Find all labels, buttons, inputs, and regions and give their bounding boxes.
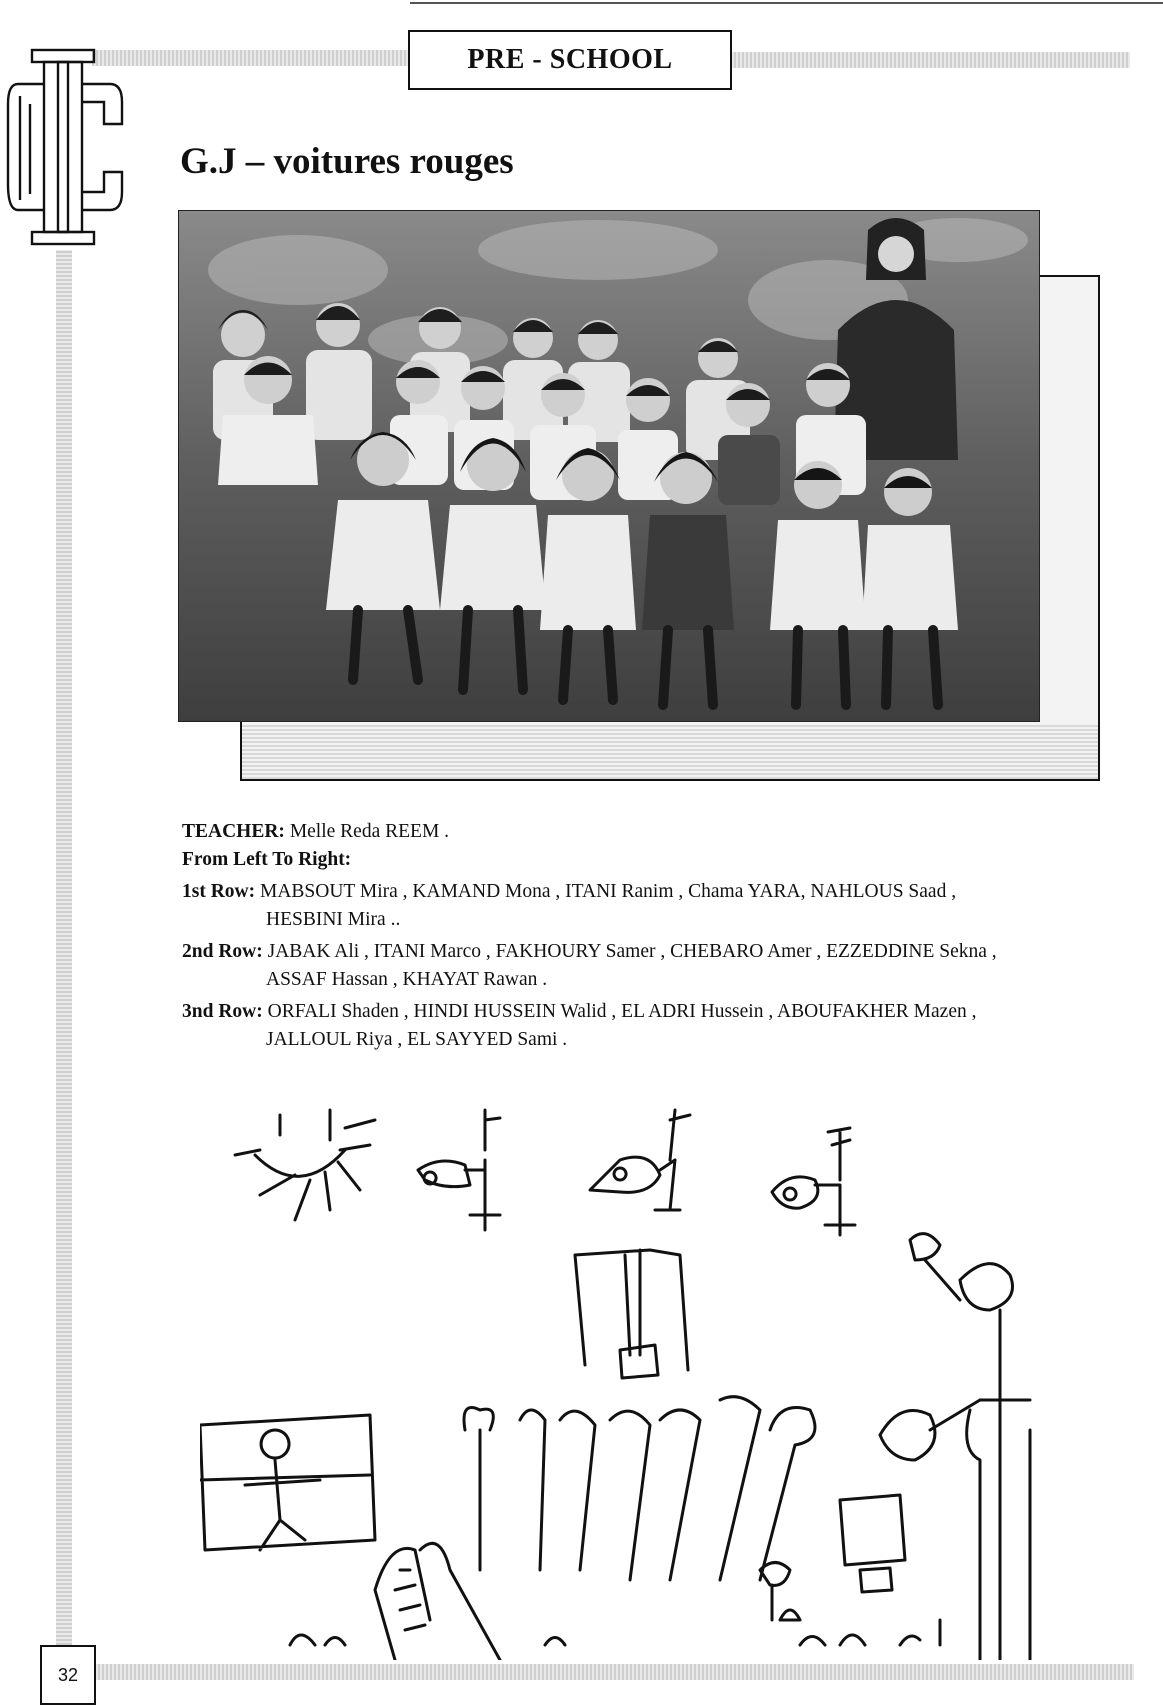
house [840,1495,905,1592]
big-flower [880,1400,980,1460]
teacher-name: Melle Reda REEM . [289,821,450,842]
bird-2 [590,1110,690,1210]
section-header-label: PRE - SCHOOL [467,44,673,75]
school-logo [0,44,130,254]
row-2-label: 2nd Row: [182,941,263,962]
row-3 [182,998,1112,1054]
flowers [464,1397,815,1580]
row-1 [182,878,1112,934]
row-2 [182,938,1112,994]
page-number-box [40,1645,96,1705]
row-3-line1: ORFALI Shaden , HINDI HUSSEIN Walid , EL ADRI Hussein , ABOUFAKHER Mazen , [267,1001,977,1022]
class-title: G.J – voitures rouges [180,141,514,182]
photo-caption [182,818,1112,1054]
header-band-left [92,50,408,66]
sun [255,1150,345,1176]
tree [960,1264,1030,1660]
child-drawing [200,1100,1120,1660]
building [575,1250,688,1378]
top-rule [410,2,1163,4]
teacher-label: TEACHER: [182,821,285,842]
header-band-right [730,52,1130,68]
row-2-line2: ASSAF Hassan , KHAYAT Rawan . [266,969,548,990]
row-1-line2: HESBINI Mira .. [266,909,401,930]
page-number: 32 [57,1664,79,1685]
row-3-line2: JALLOUL Riya , EL SAYYED Sami . [266,1029,568,1050]
footer-band [94,1664,1134,1680]
direction-label: From Left To Right: [182,849,352,870]
bird-1 [418,1110,500,1230]
bird-3 [772,1128,855,1235]
row-1-label: 1st Row: [182,881,256,902]
left-band [56,250,72,1645]
teacher-line [182,818,1112,846]
section-header [408,30,732,90]
flag [200,1415,375,1550]
class-photo [178,210,1040,722]
row-3-label: 3nd Row: [182,1001,263,1022]
photo-frame-stripe [242,724,1098,779]
row-2-line1: JABAK Ali , ITANI Marco , FAKHOURY Samer , CHEBARO Amer , EZZEDDINE Sekna , [267,941,997,962]
row-1-line1: MABSOUT Mira , KAMAND Mona , ITANI Ranim , Chama YARA, NAHLOUS Saad , [260,881,957,902]
